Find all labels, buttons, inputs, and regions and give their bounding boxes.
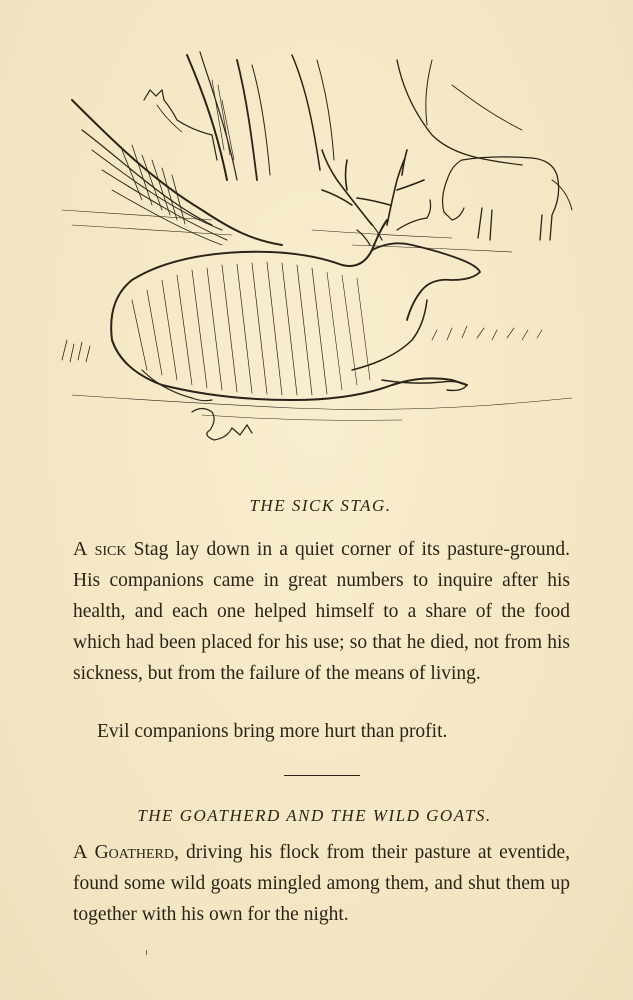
paper-speck: [146, 950, 147, 955]
fable-title-sick-stag: THE SICK STAG.: [249, 496, 392, 515]
opening-smallcaps: Goatherd: [94, 842, 175, 863]
opening-letter: A: [73, 841, 88, 863]
opening-letter: A: [73, 538, 88, 560]
fable-text: Stag lay down in a quiet corner of its pasture-ground. His companions came in great numbers to inquire after his health, and each one helped himself to a share of the food which had been placed for his use; so that he died, not from his sickness, but from the failure of the means of living.: [73, 539, 571, 684]
fable-title-goatherd: THE GOATHERD AND THE WILD GOATS.: [137, 806, 492, 825]
sick-stag-engraving: [52, 40, 592, 450]
fable-body-sick-stag: [73, 534, 570, 689]
fable-body-goatherd: [73, 837, 570, 930]
section-divider: [284, 775, 360, 776]
fable-moral: Evil companions bring more hurt than profit.: [97, 721, 448, 742]
fable-text: , driving his flock from their pasture at eventide, found some wild goats mingled among them, and shut them up together with his own for the night.: [73, 842, 571, 925]
opening-smallcaps: sick: [94, 539, 127, 560]
